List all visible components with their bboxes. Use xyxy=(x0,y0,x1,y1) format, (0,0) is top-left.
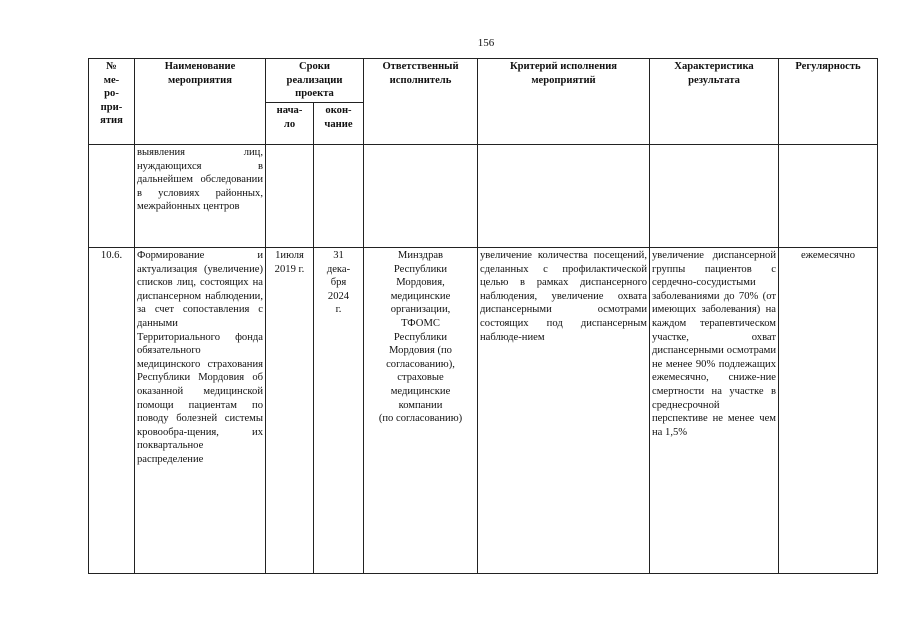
header-row xyxy=(89,59,878,103)
header-number: № ме- ро- при- ятия xyxy=(89,59,135,145)
cell-responsible xyxy=(364,145,478,248)
header-terms: Сроки реализации проекта xyxy=(266,59,364,103)
cell-name: Формирование и актуализация (увеличение) списков лиц, состоящих на диспансерном наблюдении, за счет сопоставления с данными Территориального фонда обязательного медицинского страхования Республики Мордовия об оказанной медицинской помощи пациентам по поводу болезней системы кровообра-щения, их поквартальное распределение xyxy=(135,248,266,574)
cell-end xyxy=(314,145,364,248)
cell-result: увеличение диспансерной группы пациентов с сердечно-сосудистыми заболеваниями до 70% (от имеющих заболевания) на каждом терапевтическом участке, охват диспансерными осмотрами не менее 90% подлежащих ежемесячно, сниже-ние смертности на участке в среднесрочной перспективе не менее чем на 1,5% xyxy=(650,248,779,574)
cell-num: 10.6. xyxy=(89,248,135,574)
table-row xyxy=(89,248,878,574)
header-responsible: Ответственный исполнитель xyxy=(364,59,478,145)
cell-result xyxy=(650,145,779,248)
cell-end: 31 дека- бря 2024 г. xyxy=(314,248,364,574)
cell-criterion: увеличение количества посещений, сделанных с профилактической целью в рамках диспансерного наблюдения, увеличение охвата диспансерными осмотрами состоящих под диспансерным наблюде-нием xyxy=(478,248,650,574)
cell-num xyxy=(89,145,135,248)
cell-name: выявления лиц, нуждающихся в дальнейшем обследовании в условиях районных, межрайонных центров xyxy=(135,145,266,248)
cell-regularity: ежемесячно xyxy=(779,248,878,574)
cell-criterion xyxy=(478,145,650,248)
header-start: нача- ло xyxy=(266,103,314,145)
page-number: 156 xyxy=(477,37,495,49)
header-regularity: Регулярность xyxy=(779,59,878,145)
header-end: окон- чание xyxy=(314,103,364,145)
cell-regularity xyxy=(779,145,878,248)
cell-start: 1июля 2019 г. xyxy=(266,248,314,574)
header-name: Наименование мероприятия xyxy=(135,59,266,145)
table-row xyxy=(89,145,878,248)
cell-responsible: Минздрав Республики Мордовия, медицинские организации, ТФОМС Республики Мордовия (по согласованию), страховые медицинские компании (по согласованию) xyxy=(364,248,478,574)
cell-start xyxy=(266,145,314,248)
header-criterion: Критерий исполнения мероприятий xyxy=(478,59,650,145)
measures-table xyxy=(88,58,878,574)
header-result: Характеристика результата xyxy=(650,59,779,145)
